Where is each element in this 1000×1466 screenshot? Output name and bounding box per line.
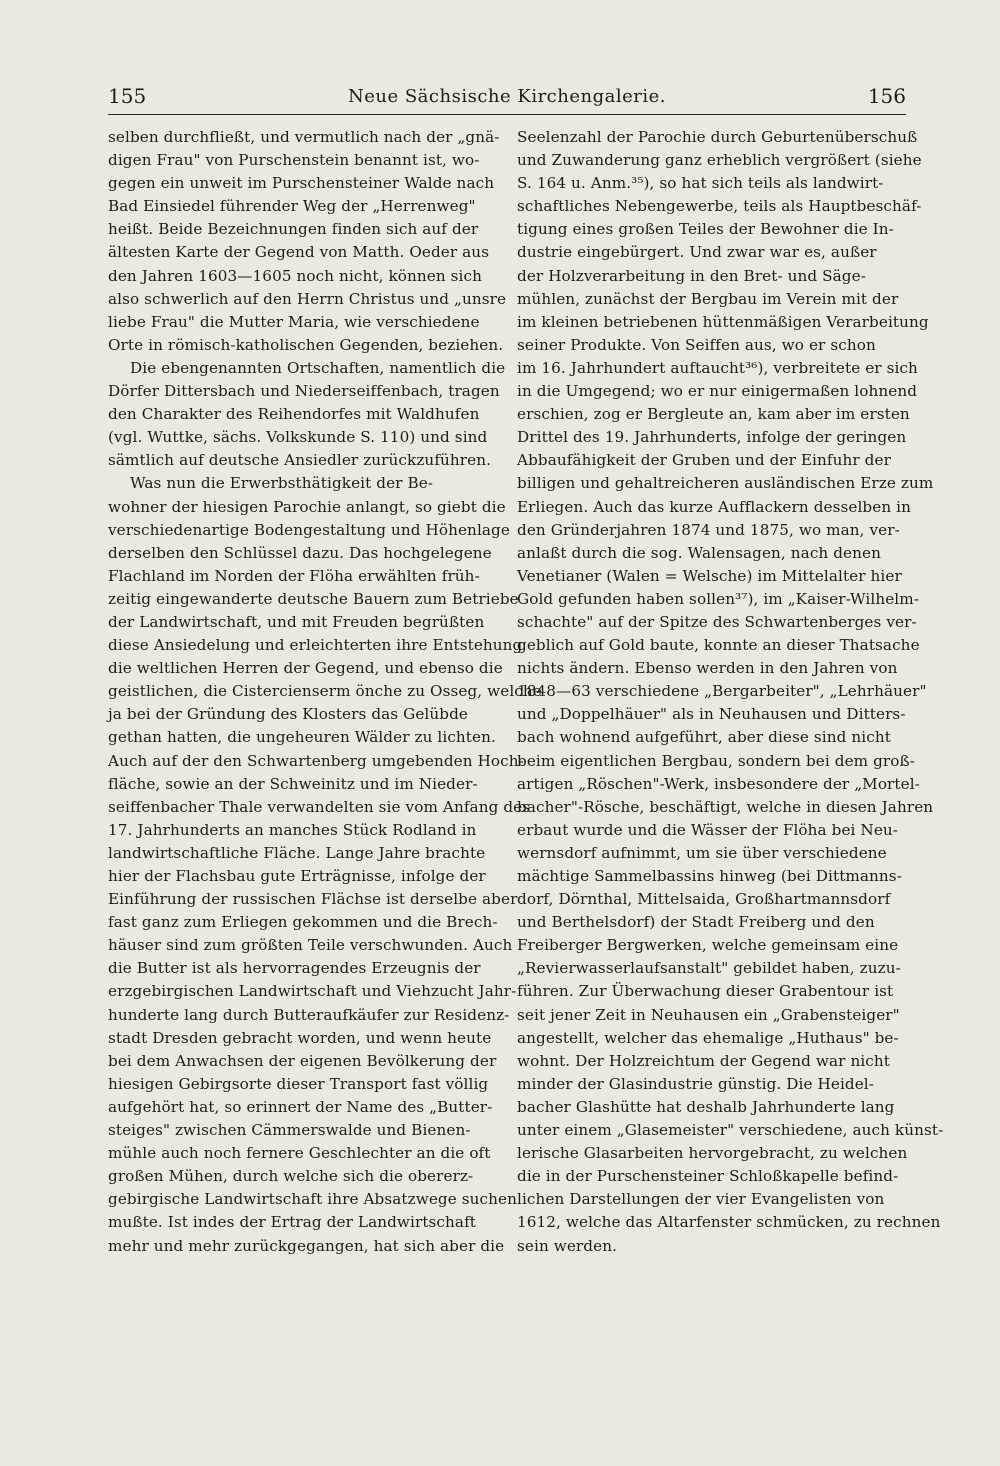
text-line: im 16. Jahrhundert auftaucht³⁶), verbreitete er sich <box>517 358 918 377</box>
text-line: diese Ansiedelung und erleichterten ihre Entstehung <box>108 636 523 655</box>
text-line: bacher Glashütte hat deshalb Jahrhunderte lang <box>517 1097 895 1116</box>
page-number-left: 155 <box>108 84 147 108</box>
text-line: aufgehört hat, so erinnert der Name des „Butter- <box>108 1097 493 1116</box>
text-line: tigung eines großen Teiles der Bewohner die In- <box>517 220 894 239</box>
text-line: selben durchfließt, und vermutlich nach der „gnä- <box>108 128 500 146</box>
text-line: Dörfer Dittersbach und Niederseiffenbach, tragen <box>108 382 500 401</box>
text-line: mächtige Sammelbassins hinweg (bei Dittmanns- <box>517 867 902 885</box>
text-line: und „Doppelhäuer" als in Neuhausen und Ditters- <box>517 705 906 724</box>
text-line: geistlichen, die Cistercienserm önche zu Osseg, welche <box>108 682 542 701</box>
text-line: erbaut wurde und die Wässer der Flöha bei Neu- <box>517 820 899 839</box>
running-title: Neue Sächsische Kirchengalerie. <box>347 86 666 107</box>
text-line: liebe Frau" die Mutter Maria, wie verschiedene <box>108 312 480 331</box>
text-line: bach wohnend aufgeführt, aber diese sind nicht <box>517 728 891 747</box>
text-line: derselben den Schlüssel dazu. Das hochgelegene <box>108 543 492 562</box>
text-line: S. 164 u. Anm.³⁵), so hat sich teils als landwirt- <box>517 174 884 193</box>
text-line: Abbaufähigkeit der Gruben und der Einfuhr der <box>517 451 891 470</box>
text-line: Was nun die Erwerbsthätigkeit der Be- <box>130 474 434 493</box>
text-line: fast ganz zum Erliegen gekommen und die Brech- <box>108 913 498 932</box>
text-line: wohnt. Der Holzreichtum der Gegend war nicht <box>517 1051 891 1070</box>
text-line: in die Umgegend; wo er nur einigermaßen lohnend <box>517 382 918 401</box>
text-line: landwirtschaftliche Fläche. Lange Jahre brachte <box>108 843 486 862</box>
text-line: häuser sind zum größten Teile verschwunden. Auch <box>108 936 513 955</box>
text-line: die weltlichen Herren der Gegend, und ebenso die <box>108 659 503 678</box>
text-line: (vgl. Wuttke, sächs. Volkskunde S. 110) und sind <box>108 428 488 447</box>
text-line: den Charakter des Reihendorfes mit Waldhufen <box>108 405 480 424</box>
text-line: lerische Glasarbeiten hervorgebracht, zu welchen <box>517 1144 908 1163</box>
text-line: geblich auf Gold baute, konnte an dieser Thatsache <box>517 636 920 655</box>
text-line: Die ebengenannten Ortschaften, namentlich die <box>130 358 506 377</box>
text-line: bacher"-Rösche, beschäftigt, welche in diesen Jahren <box>517 797 934 816</box>
text-line: sämtlich auf deutsche Ansiedler zurückzuführen. <box>108 451 492 470</box>
text-line: ältesten Karte der Gegend von Matth. Oeder aus <box>108 243 490 262</box>
text-line: hunderte lang durch Butteraufkäufer zur Residenz- <box>108 1005 510 1024</box>
text-line: 17. Jahrhunderts an manches Stück Rodland in <box>108 820 477 839</box>
text-line: verschiedenartige Bodengestaltung und Höhenlage <box>108 520 510 539</box>
text-line: wohner der hiesigen Parochie anlangt, so giebt die <box>108 497 506 516</box>
text-line: Orte in römisch-katholischen Gegenden, beziehen. <box>108 335 504 354</box>
text-line: mühle auch noch fernere Geschlechter an die oft <box>108 1144 491 1163</box>
text-line: zeitig eingewanderte deutsche Bauern zum Betriebe <box>108 589 519 608</box>
text-line: dustrie eingebürgert. Und zwar war es, außer <box>517 243 877 262</box>
text-line: 1848—63 verschiedene „Bergarbeiter", „Lehrhäuer" <box>517 682 927 701</box>
text-line: gegen ein unweit im Purschensteiner Walde nach <box>108 174 495 193</box>
text-line: Bad Einsiedel führender Weg der „Herrenweg" <box>108 197 476 216</box>
text-line: gethan hatten, die ungeheuren Wälder zu lichten. <box>108 728 496 747</box>
text-line: mußte. Ist indes der Ertrag der Landwirtschaft <box>108 1213 477 1232</box>
text-line: 1612, welche das Altarfenster schmücken, zu rechnen <box>517 1213 941 1232</box>
text-line: Drittel des 19. Jahrhunderts, infolge der geringen <box>517 428 907 447</box>
text-line: artigen „Röschen"-Werk, insbesondere der „Mortel- <box>517 774 920 793</box>
text-column-left <box>108 126 542 1258</box>
text-line: seiffenbacher Thale verwandelten sie vom Anfang des <box>108 797 531 816</box>
text-line: Einführung der russischen Flächse ist derselbe aber <box>108 890 518 909</box>
text-line: hier der Flachsbau gute Erträgnisse, infolge der <box>108 867 486 885</box>
text-line: großen Mühen, durch welche sich die obererz- <box>108 1167 474 1186</box>
text-line: erschien, zog er Bergleute an, kam aber im ersten <box>517 405 910 424</box>
text-line: den Gründerjahren 1874 und 1875, wo man, ver- <box>517 520 900 539</box>
text-line: den Jahren 1603—1605 noch nicht, können sich <box>108 266 482 285</box>
text-line: bei dem Anwachsen der eigenen Bevölkerung der <box>108 1051 497 1070</box>
text-line: hiesigen Gebirgsorte dieser Transport fast völlig <box>108 1074 489 1093</box>
text-line: beim eigentlichen Bergbau, sondern bei dem groß- <box>517 751 916 770</box>
text-line: „Revierwasserlaufsanstalt" gebildet haben, zuzu- <box>517 959 901 978</box>
text-line: dorf, Dörnthal, Mittelsaida, Großhartmannsdorf <box>517 890 891 909</box>
text-column-right <box>517 126 944 1258</box>
text-line: der Landwirtschaft, und mit Freuden begrüßten <box>108 612 485 631</box>
text-line: schaftliches Nebengewerbe, teils als Hauptbeschäf- <box>517 197 922 216</box>
text-line: Freiberger Bergwerken, welche gemeinsam eine <box>517 936 899 955</box>
page-header <box>108 82 906 112</box>
text-line: im kleinen betriebenen hüttenmäßigen Verarbeitung <box>517 312 929 331</box>
text-line: Flachland im Norden der Flöha erwählten früh- <box>108 566 480 585</box>
text-line: lichen Darstellungen der vier Evangelisten von <box>517 1190 885 1209</box>
text-line: Venetianer (Walen = Welsche) im Mittelalter hier <box>517 566 902 585</box>
text-line: seit jener Zeit in Neuhausen ein „Grabensteiger" <box>517 1005 900 1024</box>
text-line: und Zuwanderung ganz erheblich vergrößert (siehe <box>517 151 922 170</box>
text-line: digen Frau" von Purschenstein benannt ist, wo- <box>108 151 480 170</box>
text-line: die Butter ist als hervorragendes Erzeugnis der <box>108 959 481 978</box>
text-line: der Holzverarbeitung in den Bret- und Säge- <box>517 266 866 285</box>
text-line: angestellt, welcher das ehemalige „Huthaus" be- <box>517 1028 899 1047</box>
text-line: stadt Dresden gebracht worden, und wenn heute <box>108 1028 492 1047</box>
text-line: führen. Zur Überwachung dieser Grabentour ist <box>517 982 894 1001</box>
text-line: billigen und gehaltreicheren ausländischen Erze zum <box>517 474 934 493</box>
text-line: unter einem „Glasemeister" verschiedene, auch künst- <box>517 1121 944 1140</box>
text-line: heißt. Beide Bezeichnungen finden sich auf der <box>108 220 479 239</box>
text-line: mühlen, zunächst der Bergbau im Verein mit der <box>517 289 899 308</box>
text-line: anlaßt durch die sog. Walensagen, nach denen <box>517 543 881 562</box>
text-line: sein werden. <box>517 1236 618 1255</box>
text-line: Erliegen. Auch das kurze Aufflackern desselben in <box>517 497 911 516</box>
text-line: wernsdorf aufnimmt, um sie über verschiedene <box>517 843 887 862</box>
page-number-right: 156 <box>867 84 906 108</box>
text-line: nichts ändern. Ebenso werden in den Jahren von <box>517 659 898 678</box>
text-line: ja bei der Gründung des Klosters das Gelübde <box>108 705 469 724</box>
text-line: Gold gefunden haben sollen³⁷), im „Kaiser-Wilhelm- <box>517 589 920 608</box>
text-line: schachte" auf der Spitze des Schwartenberges ver- <box>517 612 917 631</box>
text-line: die in der Purschensteiner Schloßkapelle befind- <box>517 1167 899 1186</box>
text-line: minder der Glasindustrie günstig. Die Heidel- <box>517 1074 875 1093</box>
text-line: seiner Produkte. Von Seiffen aus, wo er schon <box>517 335 876 354</box>
text-line: gebirgische Landwirtschaft ihre Absatzwege suchen <box>108 1190 517 1209</box>
text-line: fläche, sowie an der Schweinitz und im Nieder- <box>108 774 478 793</box>
text-line: erzgebirgischen Landwirtschaft und Viehzucht Jahr- <box>108 982 517 1001</box>
text-line: Seelenzahl der Parochie durch Geburtenüberschuß <box>517 128 918 146</box>
text-line: und Berthelsdorf) der Stadt Freiberg und den <box>517 913 875 932</box>
text-line: mehr und mehr zurückgegangen, hat sich aber die <box>108 1236 505 1255</box>
text-line: steiges" zwischen Cämmerswalde und Bienen- <box>108 1121 471 1140</box>
header-rule <box>108 114 906 115</box>
text-line: Auch auf der den Schwartenberg umgebenden Hoch- <box>108 751 524 770</box>
text-line: also schwerlich auf den Herrn Christus und „unsre <box>108 289 507 308</box>
